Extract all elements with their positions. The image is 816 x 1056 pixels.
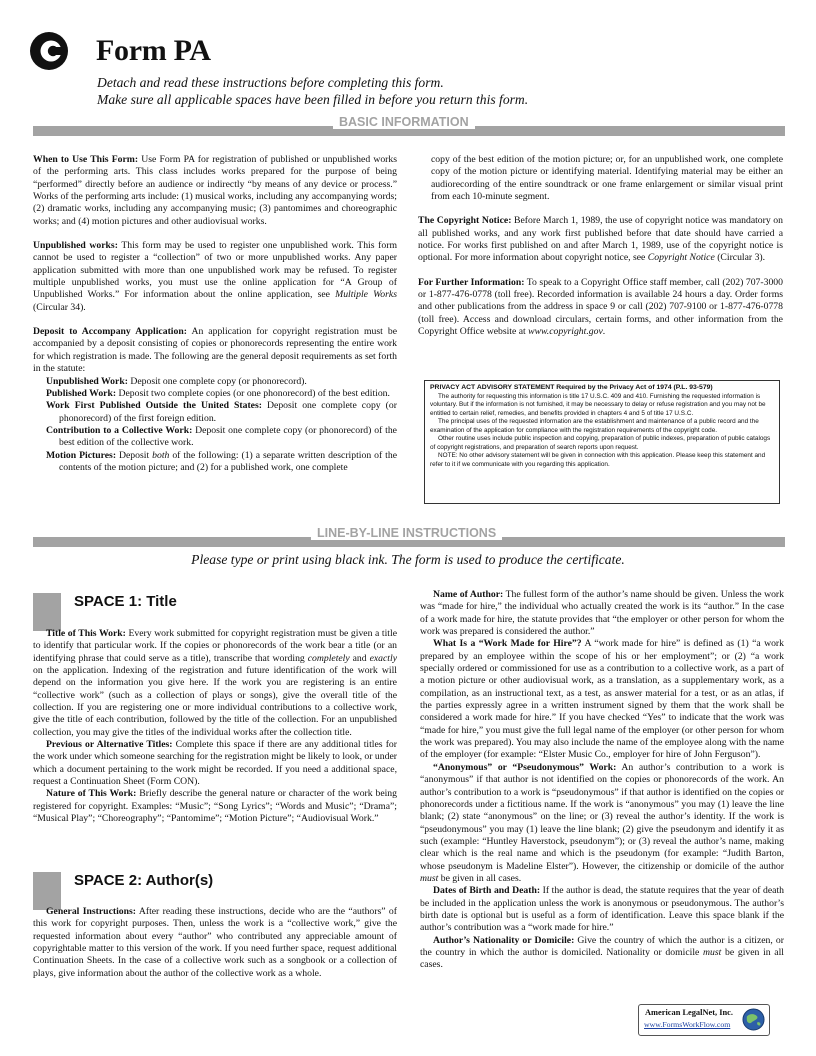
- subtitle-line-2: Make sure all applicable spaces have been filled in before you return this form.: [97, 92, 529, 107]
- deposit-paragraph: [33, 326, 397, 375]
- privacy-paragraph-1: The authority for requesting this information is title 17 U.S.C. 409 and 410. Furnishing the requested information is voluntary. But if the information is not furnished, it may be necessary to delay or refuse registration and you may not be entitled to certain relief, remedies, and benefits provided in chapters 4 and 5 of title 17 U.S.C.: [430, 392, 766, 417]
- work-for-hire-text: A “work made for hire” is defined as (1) “a work prepared by an employee within the scope of his or her employment”; or (2) “a work specially ordered or commissioned for use as a contribution to a collective work, as a part of a motion picture or other audiovisual work, as a translation, as a supplementary work, as a compilation, as an instructional text, as a test, as answer material for a test, or as an atlas, if the parties expressly agree in a written instrument signed by them that the work shall be considered a work made for hire.” If you have checked “Yes” to indicate that the work was “made for hire,” you must give the full legal name of the employer (or other person for whom the work was prepared). You may also include the name of the employee along with the name of the employer (for example: “Elster Music Co., employer for hire of John Ferguson”).: [420, 638, 785, 761]
- title-of-work-text-end: on the application. Indexing of the registration and future identification of the work will depend on the information you give here. If the work you are registering is an entire “collective work” (such as a collection of plays or songs), give the overall title of the collection. If you are registering one or more individual contributions to a collective work, give the title of each contribution, followed by the title of the collection. For an unpublished collection, you may give the titles of the individual works after the collection title.: [33, 665, 397, 738]
- ink-instruction: Please type or print using black ink. The form is used to produce the certificate.: [191, 552, 625, 567]
- deposit-item-published: [46, 388, 397, 400]
- copyright-notice-heading: The Copyright Notice:: [418, 215, 512, 227]
- deposit-item-text: Deposit one complete copy (or phonorecord).: [127, 375, 307, 387]
- deposit-item-heading: Contribution to a Collective Work:: [46, 424, 193, 436]
- when-to-use-text: Use Form PA for registration of published or unpublished works of the performing arts. This class includes works prepared for the purpose of being “performed” directly before an audience or indirectly “by means of any device or process.” Works of the performing arts include: (1) musical works, including any accompanying words; (2) dramatic works, including any accompanying music; (3) pantomimes and choreographic works; and (4) motion pictures and other audiovisual works.: [33, 154, 398, 227]
- deposit-item-text: Deposit one complete copy (or phonorecord) of the best edition of the collective work.: [59, 424, 397, 449]
- general-instructions-text: After reading these instructions, decide who are the “authors” of this work for copyright purposes. Then, unless the work is a “collective work,” give the requested information about every “author” who contributed any appreciable amount of copyrightable matter to this version of the work. If you need further space, request additional Continuation Sheets. In the case of a collective work such as a songbook or a collection of plays, give information about the author of the collective work as a whole.: [33, 906, 397, 979]
- nationality-text: Give the country of which the author is a citizen, or the country in which the author is domiciled. Nationality or domicile: [420, 934, 784, 958]
- work-for-hire-heading: What Is a “Work Made for Hire”?: [433, 638, 582, 650]
- page-title: Form PA: [96, 34, 211, 67]
- work-for-hire-paragraph: [420, 638, 784, 761]
- deposit-item-contribution: [46, 425, 397, 450]
- globe-icon: [742, 1008, 765, 1031]
- nationality-heading: Author’s Nationality or Domicile:: [433, 934, 575, 946]
- copyright-notice-text: Before March 1, 1989, the use of copyright notice was mandatory on all published works, and any work first published before that date should have carried a notice. For works first published on and after March 1, 1989, use of the copyright notice is optional. For more information about copyright notice, see: [418, 215, 783, 264]
- line-by-line-heading: LINE-BY-LINE INSTRUCTIONS: [311, 526, 502, 540]
- deposit-item-emphasis: both: [152, 449, 170, 461]
- deposit-item-heading: Motion Pictures:: [46, 449, 117, 461]
- deposit-item-text: Deposit one complete copy (or phonorecord) of the first foreign edition.: [59, 400, 397, 424]
- deposit-item-text: Deposit two complete copies (or one phonorecord) of the best edition.: [116, 387, 390, 399]
- company-url[interactable]: www.FormsWorkFlow.com: [644, 1020, 731, 1029]
- nature-of-work-heading: Nature of This Work:: [46, 788, 137, 800]
- name-of-author-text: The fullest form of the author’s name should be given. Unless the work was “made for hire,” the individual who actually created the work is its “author.” In the case of a work made for hire, the statute provides that “the employer or other person for whom the work was prepared is considered the author.”: [420, 589, 784, 638]
- previous-titles-text: Complete this space if there are any additional titles for the work under which someone searching for the registration might be likely to look, or under which a document pertaining to the work might be recorded. If you need a additional space, request a Continuation Sheet (Form CON).: [33, 739, 397, 788]
- anonymous-text-end: be given in all cases.: [438, 872, 522, 884]
- further-info-text-end: .: [602, 326, 606, 338]
- copyright-notice-paragraph: [418, 215, 783, 264]
- subtitle-line-1: Detach and read these instructions before completing this form.: [97, 75, 444, 90]
- name-of-author-heading: Name of Author:: [433, 589, 504, 600]
- anonymous-heading: “Anonymous” or “Pseudonymous” Work:: [433, 761, 617, 773]
- title-of-work-emphasis: completely: [307, 652, 350, 664]
- space-1-body: [33, 628, 397, 826]
- title-of-work-heading: Title of This Work:: [46, 628, 126, 639]
- deposit-item-heading: Work First Published Outside the United States:: [46, 400, 262, 412]
- dates-paragraph: [420, 885, 784, 934]
- privacy-heading: PRIVACY ACT ADVISORY STATEMENT Required by the Privacy Act of 1974 (P.L. 93-579): [430, 384, 713, 391]
- motion-picture-continued: copy of the best edition of the motion picture; or, for an unpublished work, one complete copy of the motion picture or identifying material. Identifying material may be either an audiorecording of the entire soundtrack or one frame enlargement or similar visual print from each 10-minute segment.: [431, 154, 783, 203]
- previous-titles-paragraph: [33, 739, 397, 788]
- anonymous-paragraph: [420, 762, 784, 885]
- space-1-heading: SPACE 1: Title: [74, 593, 177, 610]
- deposit-item-motion-pictures: [46, 450, 397, 475]
- dates-heading: Dates of Birth and Death:: [433, 885, 541, 897]
- when-to-use-paragraph: [33, 154, 397, 228]
- copyright-notice-emphasis: Copyright Notice: [647, 252, 715, 264]
- basic-left-column: [33, 154, 397, 474]
- american-legalnet-badge[interactable]: [638, 1004, 770, 1036]
- unpublished-text: This form may be used to register one unpublished work. This form cannot be used to register a “collection” of two or more unpublished works. Any paper application submitted with more than one unpublished work may be refused. To register multiple unpublished works, you must use the online application for “A Group of Unpublished Works.” For information about the online application, see: [33, 240, 397, 301]
- nationality-paragraph: [420, 935, 784, 972]
- basic-right-column: [418, 154, 783, 338]
- general-instructions-heading: General Instructions:: [46, 906, 137, 917]
- dates-text: If the author is dead, the statute requires that the year of death be included in the application unless the work is anonymous or pseudonymous. The author’s birth date is optional but is useful as a form of identification. Leave this space blank if the author’s contribution was a “work made for hire.”: [420, 885, 784, 934]
- space-2-marker: [33, 872, 61, 910]
- anonymous-emphasis: must: [420, 872, 439, 884]
- author-details-column: [420, 589, 784, 972]
- deposit-item-heading: Unpublished Work:: [46, 375, 128, 387]
- space-1-marker: [33, 593, 61, 631]
- when-to-use-heading: When to Use This Form:: [33, 154, 139, 165]
- nationality-emphasis: must: [703, 946, 722, 958]
- deposit-item-heading: Published Work:: [46, 387, 117, 399]
- deposit-text: An application for copyright registration must be accompanied by a deposit consisting of copies or phonorecords representing the entire work for which registration is made. The following are the general deposit requirements as set forth in the statute:: [33, 326, 398, 375]
- copyright-c-logo: [28, 30, 70, 72]
- unpublished-paragraph: [33, 240, 397, 314]
- title-of-work-text: and: [349, 652, 370, 664]
- title-of-work-text: Every work submitted for copyright registration must be given a title to identify that particular work. If the copies or phonorecords of the work bear a title (or an identifying phrase that could serve as a title), transcribe that wording: [33, 628, 397, 664]
- further-info-heading: For Further Information:: [418, 276, 525, 288]
- nature-of-work-text: Briefly describe the general nature or character of the work being registered for copyright. Examples: “Music”; “Song Lyrics”; “Words and Music”; “Drama”; “Musical Play”; “Choreography”; “Pantomime”; “Motion Picture”; “Audiovisual Work.”: [33, 788, 397, 825]
- further-info-text: To speak to a Copyright Office staff member, call (202) 707-3000 or 1-877-476-0778 (toll free). Recorded information is available 24 hours a day. Order forms and other publications from the address in space 9 or call (202) 707-9100 or 1-877-476-0778 (toll free). Access and download circulars, certain forms, and other information from the Copyright Office website at: [418, 276, 783, 338]
- copyright-website-link[interactable]: www.copyright.gov: [528, 326, 603, 338]
- nature-of-work-paragraph: [33, 788, 397, 825]
- name-of-author-paragraph: [420, 589, 784, 638]
- unpublished-emphasis: Multiple Works: [335, 289, 397, 301]
- privacy-act-box: [424, 380, 780, 504]
- title-of-work-emphasis: exactly: [369, 652, 397, 664]
- deposit-item-foreign: [46, 400, 397, 425]
- privacy-paragraph-2: The principal uses of the requested information are the establishment and maintenance of a public record and the examination of the application for compliance with the registration requirements of the copyright code.: [430, 418, 759, 434]
- privacy-paragraph-3: Other routine uses include public inspection and copying, preparation of public indexes, preparation of public catalogs of copyright registrations, and preparation of search reports upon request.: [430, 435, 771, 451]
- copyright-notice-text-end: (Circular 3).: [714, 252, 766, 264]
- company-name: American LegalNet, Inc.: [645, 1008, 733, 1017]
- unpublished-heading: Unpublished works:: [33, 240, 118, 252]
- deposit-heading: Deposit to Accompany Application:: [33, 326, 187, 338]
- space-2-body: [33, 906, 397, 980]
- general-instructions-paragraph: [33, 906, 397, 980]
- anonymous-text: An author’s contribution to a work is “anonymous” if that author is not identified on the copies or phonorecords of the work. An author’s contribution to a work is “pseudonymous” if that author is identified on the copies or phonorecords under a fictitious name. If the work is “anonymous” you may (1) leave the line blank; (2) state “anonymous” on the line; or (3) reveal the author’s identity. If the work is “pseudonymous” you may (1) leave the line blank; (2) give the pseudonym and identify it as such (example: “Huntley Haverstock, pseudonym”); or (3) reveal the author’s name, making clear which is the real name and which is the pseudonym (for example: “Judith Barton, whose pseudonym is Madeline Elster”). However, the citizenship or domicile of the author: [420, 761, 784, 872]
- unpublished-text-end: (Circular 34).: [33, 301, 86, 313]
- further-info-paragraph: [418, 277, 783, 339]
- basic-info-heading: BASIC INFORMATION: [333, 115, 475, 129]
- title-of-work-paragraph: [33, 628, 397, 739]
- deposit-item-unpublished: [46, 376, 397, 388]
- deposit-item-text-end: of the following: (1) a separate written description of the contents of the motion picture; and (2) for a published work, one complete: [59, 449, 397, 473]
- space-2-heading: SPACE 2: Author(s): [74, 872, 214, 889]
- privacy-paragraph-4: NOTE: No other advisory statement will be given in connection with this application. Please keep this statement and refer to it if we communicate with you regarding this application.: [430, 452, 766, 468]
- nationality-text-end: be given in all cases.: [420, 946, 784, 971]
- deposit-item-text: Deposit: [116, 449, 153, 461]
- previous-titles-heading: Previous or Alternative Titles:: [46, 739, 173, 751]
